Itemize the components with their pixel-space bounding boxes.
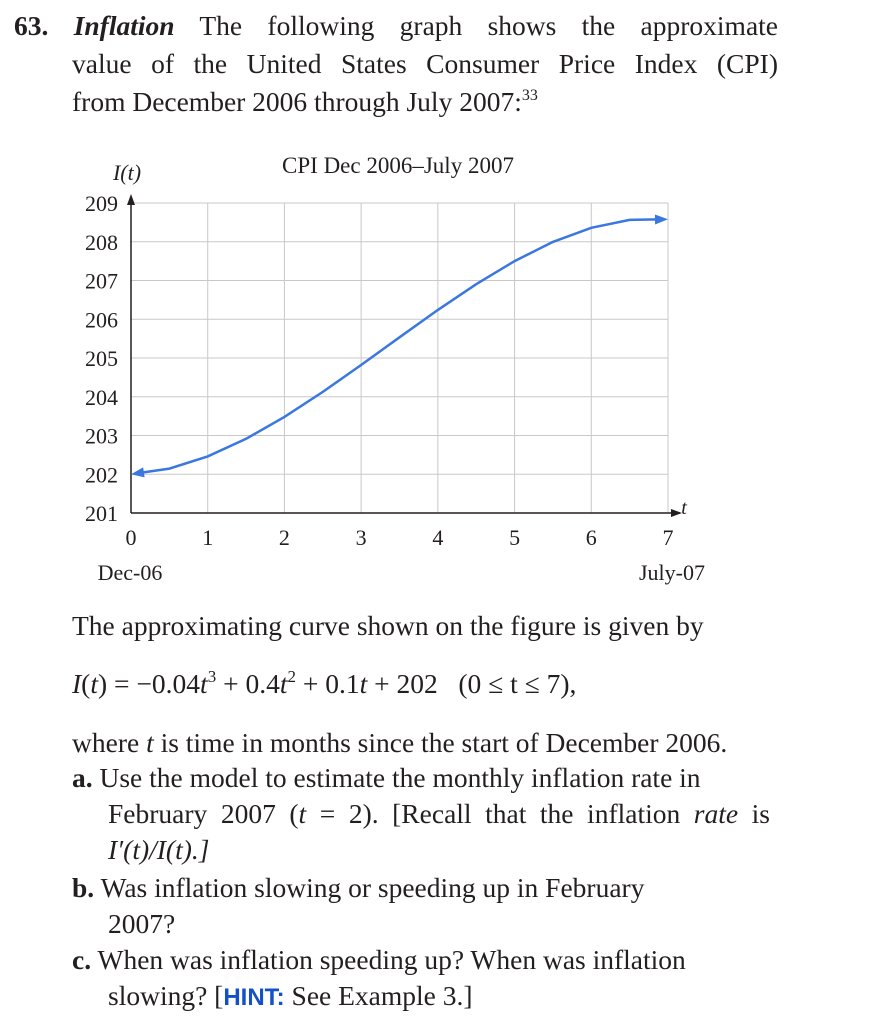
y-tick-label: 204 — [85, 384, 118, 410]
y-tick-label: 203 — [85, 423, 118, 449]
part-c-line-1 — [72, 944, 686, 976]
hint-label: HINT: — [223, 984, 285, 1011]
curve-intro: The approximating curve shown on the figure is given by — [72, 610, 704, 641]
y-tick-label: 206 — [85, 307, 118, 333]
where-t: t — [146, 727, 154, 758]
part-c-text-1: When was inflation speeding up? When was inflation — [97, 944, 686, 975]
where-pre: where — [72, 727, 140, 758]
intro-line-2: value of the United States Consumer Price Index (CPI) — [72, 48, 778, 79]
part-a-rate-word: rate — [693, 798, 739, 829]
y-tick-label: 207 — [85, 268, 118, 294]
problem-number: 63. — [14, 10, 49, 41]
eq-term-quadratic: + 0.4 — [223, 668, 280, 699]
y-tick-label: 205 — [85, 346, 118, 371]
part-a-line-1 — [72, 762, 701, 794]
eq-exp-2: 2 — [287, 667, 296, 686]
eq-term-cubic: −0.04 — [136, 668, 201, 699]
x-start-label: Dec-06 — [97, 560, 163, 585]
part-b-label: b. — [72, 872, 95, 903]
part-b-text-1: Was inflation slowing or speeding up in February — [100, 872, 645, 903]
part-a-text-2-pre: February 2007 ( — [108, 798, 299, 829]
eq-variable: t — [90, 668, 98, 699]
x-axis-label: t — [681, 497, 687, 519]
y-tick-label: 202 — [85, 462, 118, 488]
part-a-text-1: Use the model to estimate the monthly inflation rate in — [99, 762, 701, 793]
chart-axes — [127, 194, 682, 517]
y-axis-label: I(t) — [112, 160, 142, 185]
x-tick-label: 6 — [585, 525, 597, 550]
intro-line-3: from December 2006 through July 2007: — [72, 86, 522, 117]
part-a-text-2-mid: = 2). [Recall that the inflation — [319, 798, 681, 829]
y-tick-label: 201 — [85, 501, 118, 526]
where-post: is time in months since the start of December 2006. — [160, 727, 728, 758]
where-line — [72, 727, 727, 759]
part-a-text-2-post: is — [751, 798, 771, 829]
part-b-line-2: 2007? — [108, 908, 176, 939]
part-c-text-2-pre: slowing? [ — [108, 980, 224, 1011]
part-c-text-2-post: See Example 3.] — [284, 980, 473, 1011]
x-tick-label: 4 — [432, 525, 444, 550]
problem-title: Inflation — [73, 10, 175, 41]
x-end-label: July-07 — [639, 560, 705, 585]
eq-function-name: I — [72, 668, 82, 699]
chart-grid — [131, 203, 668, 513]
chart-ticks — [85, 191, 674, 550]
x-tick-label: 1 — [202, 525, 214, 550]
x-tick-label: 5 — [509, 525, 521, 550]
part-c-line-2 — [108, 980, 473, 1012]
y-tick-label: 208 — [85, 229, 118, 255]
x-tick-label: 7 — [662, 525, 674, 550]
footnote-ref: 33 — [521, 87, 538, 104]
eq-term-constant: + 202 — [374, 668, 438, 699]
y-tick-label: 209 — [85, 191, 118, 216]
chart-title: CPI Dec 2006–July 2007 — [282, 153, 514, 178]
part-a-line-3: I′(t)/I(t).] — [108, 834, 210, 865]
x-tick-label: 3 — [355, 525, 367, 550]
eq-exp-3: 3 — [207, 667, 217, 686]
intro-line-1: The following graph shows the approximate — [199, 10, 778, 41]
model-equation: $I(t) = -0.04t^3 + 0.4t^2 + 0.1t + 202$ (0 ≤ t ≤ 7), — [72, 667, 577, 699]
part-a-line-2: February 2007 (t = 2). [Recall that the inflation rate is — [108, 798, 771, 829]
part-c-label: c. — [72, 944, 92, 975]
eq-term-linear: + 0.1 — [302, 668, 360, 699]
part-a-label: a. — [72, 762, 93, 793]
x-tick-label: 0 — [125, 525, 137, 550]
y-axis-arrow-icon — [127, 194, 135, 205]
part-b-line-1 — [72, 872, 644, 904]
cpi-curve — [140, 219, 659, 473]
x-tick-label: 2 — [278, 525, 290, 550]
eq-domain: (0 ≤ t ≤ 7), — [458, 668, 577, 699]
